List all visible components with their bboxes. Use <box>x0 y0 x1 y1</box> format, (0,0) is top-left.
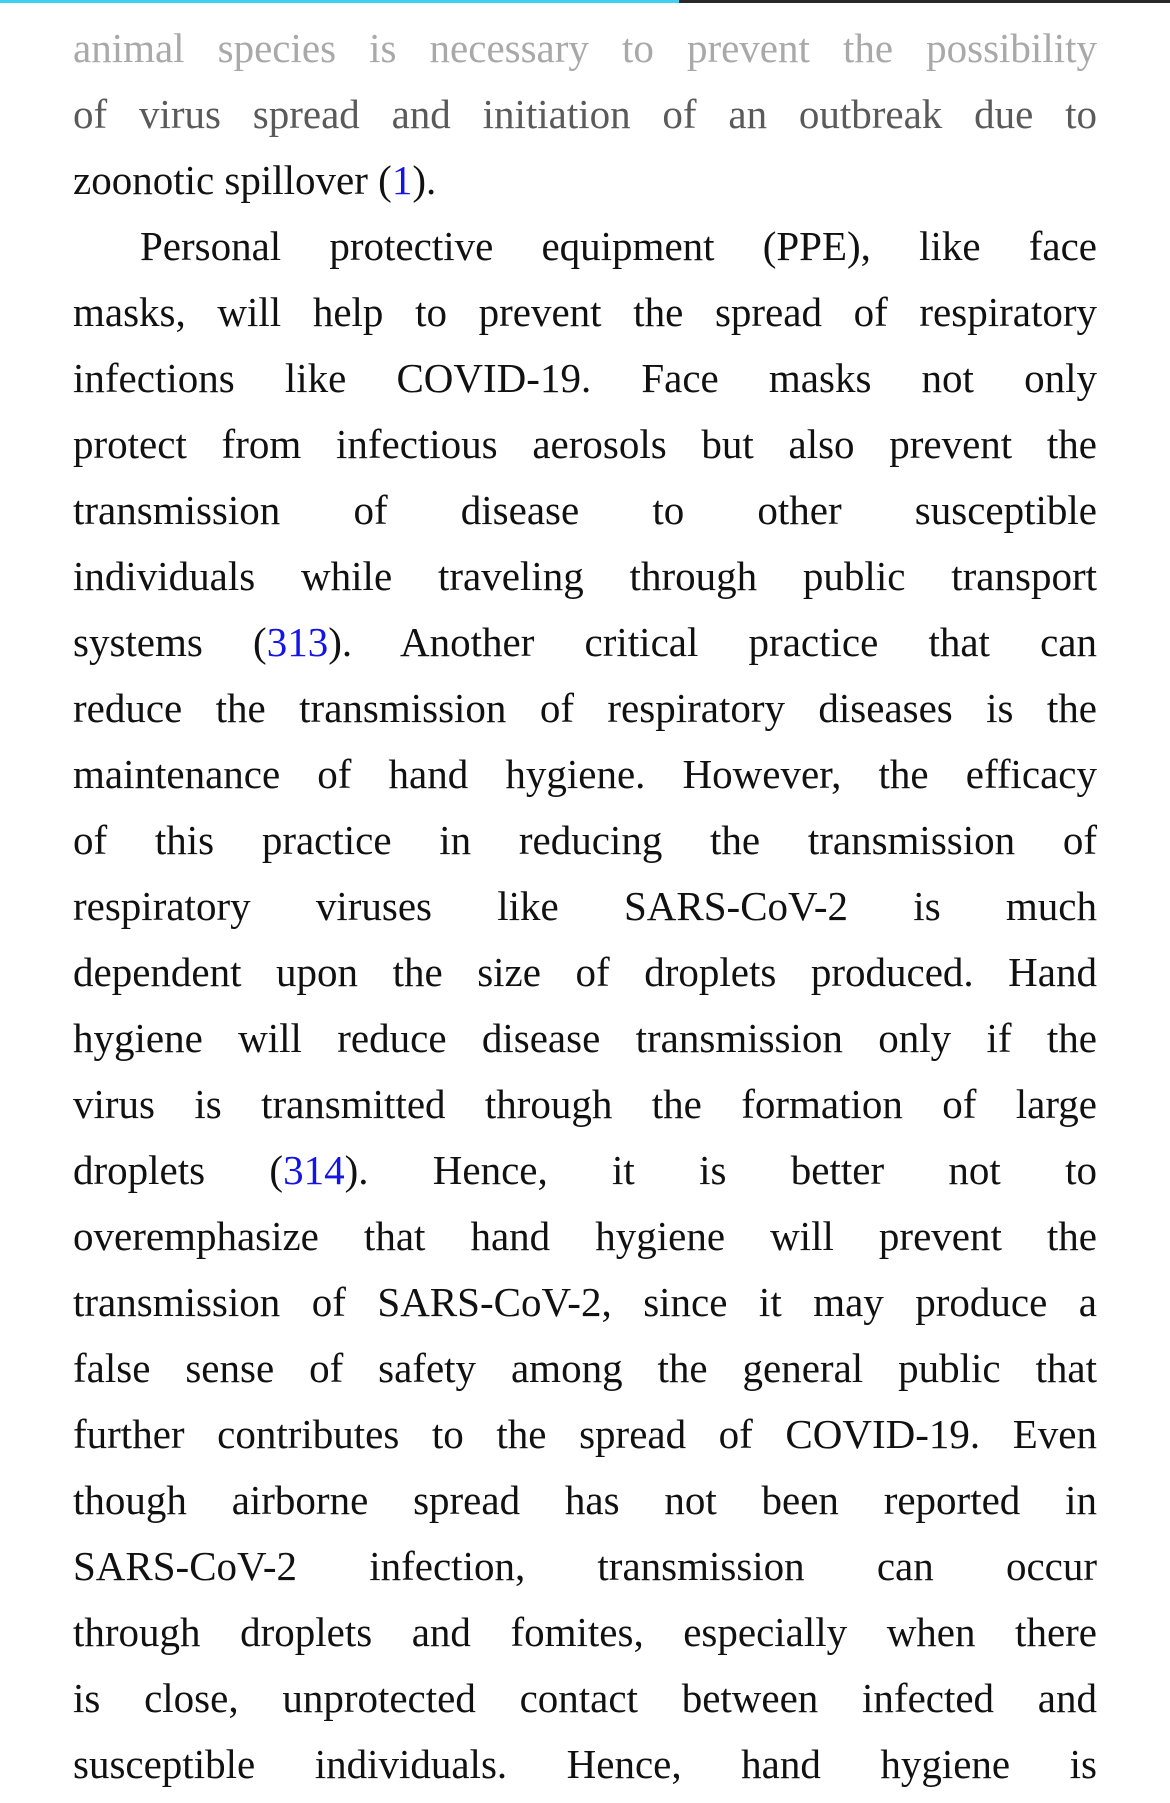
text-line <box>73 543 1097 609</box>
text-segment: overemphasize that hand hygiene will prevent the <box>73 1213 1097 1259</box>
text-line <box>73 1467 1097 1533</box>
text-segment: ). Another critical practice that can <box>328 619 1098 665</box>
text-line <box>73 807 1097 873</box>
text-line <box>73 213 1097 279</box>
text-segment: susceptible individuals. Hence, hand hygiene is <box>73 1741 1097 1787</box>
text-line <box>73 1335 1097 1401</box>
text-segment: masks, will help to prevent the spread of respiratory <box>73 289 1097 335</box>
reference-link[interactable]: 1 <box>391 157 413 203</box>
reference-link[interactable]: 313 <box>266 619 329 665</box>
text-segment: is close, unprotected contact between infected and <box>73 1675 1097 1721</box>
text-line <box>73 939 1097 1005</box>
text-line <box>73 741 1097 807</box>
text-line <box>73 81 1097 147</box>
text-segment: Personal protective equipment (PPE), like face <box>140 223 1097 269</box>
text-line <box>73 675 1097 741</box>
text-segment: ). <box>412 157 437 203</box>
text-segment: individuals while traveling through public transport <box>73 553 1097 599</box>
text-segment: droplets ( <box>73 1147 284 1193</box>
text-segment: zoonotic spillover ( <box>73 157 392 203</box>
text-segment: though airborne spread has not been reported in <box>73 1477 1097 1523</box>
text-segment: SARS-CoV-2 infection, transmission can occur <box>73 1543 1097 1589</box>
text-line <box>73 147 1097 213</box>
text-line <box>73 345 1097 411</box>
text-segment: animal species is necessary to prevent the possibility <box>73 25 1097 71</box>
text-line <box>73 1137 1097 1203</box>
text-segment: infections like COVID-19. Face masks not only <box>73 355 1097 401</box>
text-line <box>73 1071 1097 1137</box>
text-line <box>73 1203 1097 1269</box>
reading-progress-fill <box>0 0 679 3</box>
text-line <box>73 1005 1097 1071</box>
text-segment: transmission of disease to other susceptible <box>73 487 1097 533</box>
text-segment: false sense of safety among the general public that <box>73 1345 1097 1391</box>
text-segment: reduce the transmission of respiratory diseases is the <box>73 685 1097 731</box>
reference-link[interactable]: 314 <box>283 1147 345 1193</box>
text-line <box>73 873 1097 939</box>
text-line <box>73 15 1097 81</box>
text-line <box>73 1269 1097 1335</box>
text-segment: ). Hence, it is better not to <box>344 1147 1097 1193</box>
text-line <box>73 279 1097 345</box>
text-segment: maintenance of hand hygiene. However, the efficacy <box>73 751 1097 797</box>
text-segment: hygiene will reduce disease transmission only if the <box>73 1015 1097 1061</box>
text-segment: protect from infectious aerosols but also prevent the <box>73 421 1097 467</box>
text-line <box>73 477 1097 543</box>
text-segment: virus is transmitted through the formation of large <box>73 1081 1097 1127</box>
text-line <box>73 411 1097 477</box>
article-body <box>73 15 1097 1797</box>
text-line <box>73 1731 1097 1797</box>
text-line <box>73 609 1097 675</box>
text-line <box>73 1599 1097 1665</box>
text-line <box>73 1665 1097 1731</box>
text-segment: further contributes to the spread of COVID-19. Even <box>73 1411 1097 1457</box>
text-segment: dependent upon the size of droplets produced. Hand <box>73 949 1097 995</box>
text-line <box>73 1533 1097 1599</box>
text-segment: of this practice in reducing the transmission of <box>73 817 1097 863</box>
reading-progress-bar <box>0 0 1170 3</box>
text-segment: transmission of SARS-CoV-2, since it may produce a <box>73 1279 1097 1325</box>
text-line <box>73 1401 1097 1467</box>
text-segment: systems ( <box>73 619 267 665</box>
text-segment: through droplets and fomites, especially when there <box>73 1609 1097 1655</box>
text-segment: of virus spread and initiation of an outbreak due to <box>73 91 1097 137</box>
text-segment: respiratory viruses like SARS-CoV-2 is much <box>73 883 1097 929</box>
